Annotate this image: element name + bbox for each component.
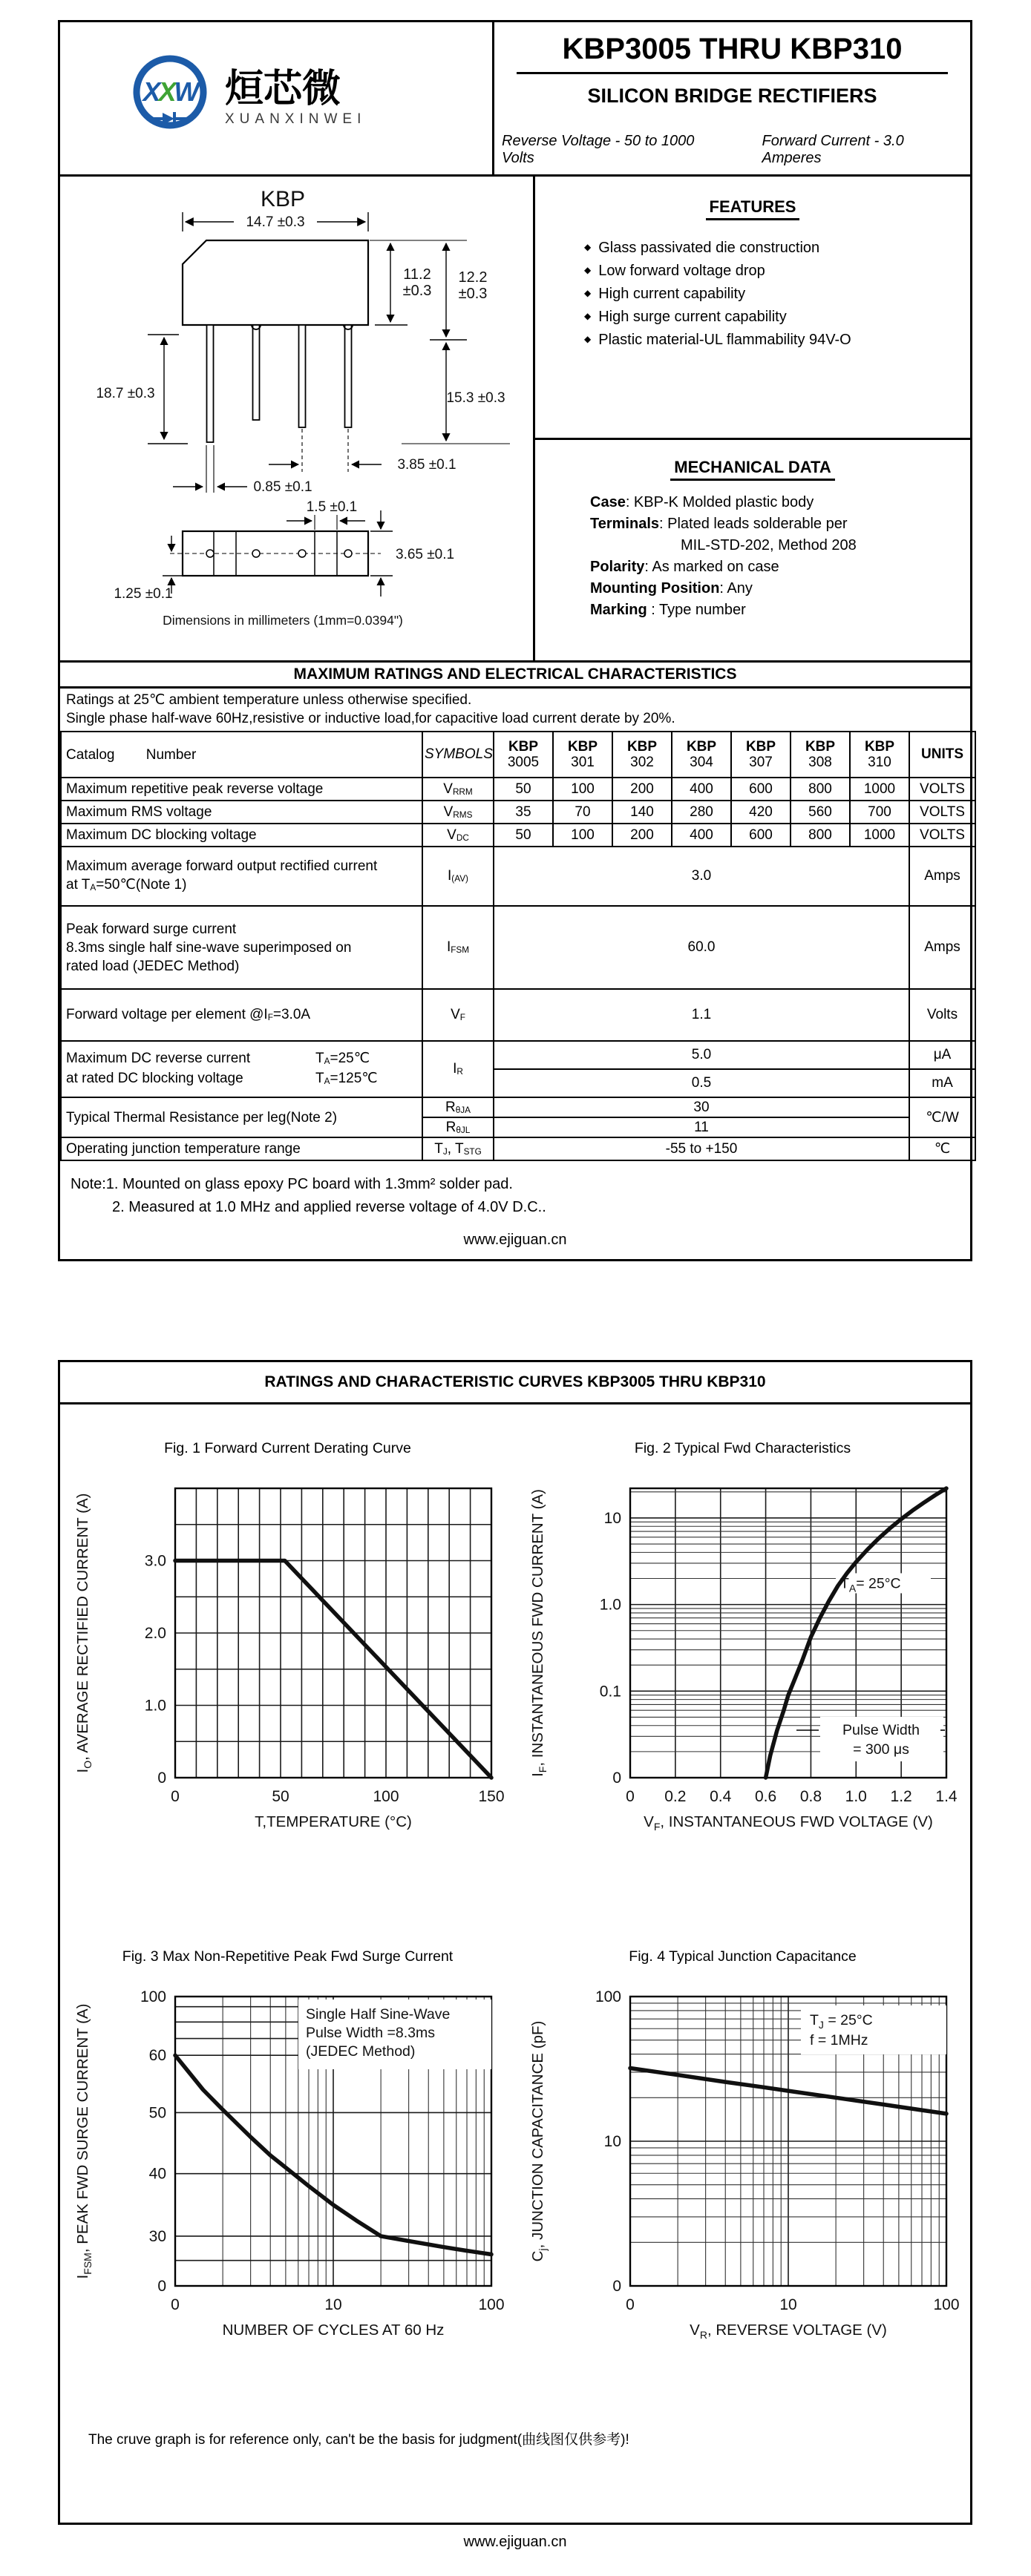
- model-prefix: KBP: [864, 739, 895, 755]
- model-header: [612, 732, 672, 778]
- parameter-label: [61, 906, 422, 989]
- value-cell: 11: [494, 1117, 909, 1137]
- fig2-temperature-annotation: TA= 25°C: [839, 1575, 901, 1594]
- dim-body-height-tol: ±0.3: [402, 283, 432, 299]
- model-prefix: KBP: [805, 739, 836, 755]
- parameter-condition: TA=125℃: [315, 1071, 378, 1087]
- units-cell: VOLTS: [909, 801, 975, 824]
- svg-text:0: 0: [157, 1770, 166, 1787]
- dim-total-height-tol: ±0.3: [458, 286, 488, 302]
- fig1-chart: [62, 1460, 514, 1880]
- dim-top-width: 14.7 ±0.3: [246, 214, 305, 230]
- package-name-label: KBP: [260, 187, 306, 211]
- brand-logo-circle-icon: [125, 52, 215, 141]
- dim-slot-width: 1.5 ±0.1: [306, 499, 358, 515]
- symbol-cell: RθJA: [422, 1097, 494, 1117]
- condition-line-2: Single phase half-wave 60Hz,resistive or inductive load,for capacitive load current derate by 20%.: [66, 711, 675, 726]
- figure-row-2: [60, 1948, 970, 2388]
- symbols-header: SYMBOLS: [422, 732, 494, 778]
- figure-1-block: [60, 1440, 515, 1880]
- units-cell: VOLTS: [909, 778, 975, 801]
- figure-4-title: Fig. 4 Typical Junction Capacitance: [629, 1948, 857, 1965]
- units-header: UNITS: [909, 732, 975, 778]
- symbol-cell: VF: [422, 989, 494, 1041]
- ratings-header-row: [61, 732, 975, 778]
- mechanical-data-value: : Type number: [651, 602, 746, 618]
- feature-item: [584, 283, 970, 306]
- svg-text:XXW: XXW: [143, 76, 197, 107]
- curves-disclaimer: The cruve graph is for reference only, can't be the basis for judgment(曲线图仅供参考)!: [88, 2432, 629, 2448]
- brand-name-cn: 烜芯微: [225, 67, 341, 111]
- features-list: [535, 237, 970, 352]
- mechanical-data-label: Polarity: [590, 559, 645, 575]
- tagline-forward-current: Forward Current - 3.0 Amperes: [762, 133, 904, 166]
- mechanical-data-section: [535, 440, 970, 621]
- ratings-conditions: [60, 689, 970, 731]
- svg-text:100: 100: [595, 1988, 621, 2005]
- figure-3-title: Fig. 3 Max Non-Repetitive Peak Fwd Surge Current: [122, 1948, 454, 1965]
- model-number: 307: [749, 755, 773, 770]
- svg-text:1.0: 1.0: [845, 1788, 867, 1805]
- svg-text:100: 100: [372, 1788, 399, 1805]
- parameter-label-line: at TA=50℃(Note 1): [66, 877, 187, 893]
- figure-1-title: Fig. 1 Forward Current Derating Curve: [164, 1440, 411, 1456]
- value-cell: 140: [612, 801, 672, 824]
- fig4-test-condition-note: f = 1MHz: [809, 2032, 868, 2048]
- brand-names: [225, 69, 366, 128]
- value-cell: 100: [553, 824, 612, 847]
- feature-text: Low forward voltage drop: [598, 263, 765, 279]
- units-cell: Volts: [909, 989, 975, 1041]
- fig3-x-axis-title: NUMBER OF CYCLES AT 60 Hz: [222, 2322, 444, 2339]
- value-cell: 280: [672, 801, 731, 824]
- title-block: [492, 22, 970, 174]
- value-cell: 700: [850, 801, 909, 824]
- dim-lead-length-left: 18.7 ±0.3: [96, 386, 155, 401]
- page1-footer-url: www.ejiguan.cn: [463, 1232, 567, 1248]
- max-ratings-table: [60, 731, 976, 1161]
- feature-item: [584, 329, 970, 352]
- brand-block: [60, 22, 492, 174]
- svg-text:1.0: 1.0: [144, 1697, 166, 1715]
- parameter-label-line: Maximum average forward output rectified current: [66, 858, 378, 874]
- svg-text:40: 40: [148, 2165, 166, 2183]
- mechanical-data-label: Marking: [590, 602, 652, 618]
- value-cell: 1000: [850, 778, 909, 801]
- value-cell: 35: [494, 801, 553, 824]
- model-prefix: KBP: [567, 739, 598, 755]
- svg-text:50: 50: [271, 1788, 289, 1805]
- feature-item: [584, 237, 970, 260]
- value-cell: 800: [791, 824, 850, 847]
- fig4-y-axis-title: Cj, JUNCTION CAPACITANCE (pF): [528, 2020, 549, 2262]
- feature-bullet-icon: ◆: [584, 311, 592, 321]
- parameter-label: [61, 847, 422, 906]
- fig1-tick-labels: [144, 1553, 504, 1806]
- svg-text:30: 30: [148, 2227, 166, 2245]
- ratings-row: [61, 1097, 975, 1117]
- figure-2-title: Fig. 2 Typical Fwd Characteristics: [634, 1440, 851, 1456]
- tagline-reverse-voltage: Reverse Voltage - 50 to 1000 Volts: [502, 133, 695, 166]
- ratings-row: [61, 989, 975, 1041]
- figure-2-chart-area: [517, 1460, 969, 1880]
- fig2-pulse-width-note: Pulse Width: [842, 1722, 920, 1738]
- dimensions-caption: Dimensions in millimeters (1mm=0.0394"): [163, 613, 403, 628]
- package-outline-drawing: [60, 177, 533, 660]
- svg-text:60: 60: [148, 2047, 166, 2065]
- mechanical-data-label: Case: [590, 494, 626, 510]
- model-header: [850, 732, 909, 778]
- svg-text:10: 10: [603, 2133, 621, 2150]
- svg-text:100: 100: [477, 2296, 505, 2313]
- feature-bullet-icon: ◆: [584, 242, 592, 252]
- svg-text:0: 0: [170, 2296, 180, 2313]
- parameter-label: [61, 989, 422, 1041]
- model-number: 308: [808, 755, 832, 770]
- svg-text:1.2: 1.2: [890, 1788, 912, 1805]
- parameter-label: [61, 1137, 422, 1160]
- symbol-cell: VRMS: [422, 801, 494, 824]
- dim-lead-width: 0.85 ±0.1: [253, 479, 312, 495]
- catalog-number-header: Catalog Number: [61, 732, 422, 778]
- parameter-label-line: rated load (JEDEC Method): [66, 958, 240, 974]
- svg-text:100: 100: [140, 1988, 166, 2005]
- value-cell: 200: [612, 778, 672, 801]
- symbol-cell: TJ, TSTG: [422, 1137, 494, 1160]
- value-cell: 1000: [850, 824, 909, 847]
- value-cell: 600: [731, 778, 791, 801]
- ratings-row: [61, 1041, 975, 1069]
- feature-item: [584, 306, 970, 329]
- parameter-label: [61, 801, 422, 824]
- mechanical-data-row: [590, 492, 970, 513]
- ratings-row: [61, 847, 975, 906]
- svg-text:50: 50: [148, 2104, 166, 2122]
- value-cell: 800: [791, 778, 850, 801]
- fig1-grid: [175, 1488, 491, 1778]
- units-cell: VOLTS: [909, 824, 975, 847]
- svg-text:0.4: 0.4: [709, 1788, 731, 1805]
- ratings-section-heading: MAXIMUM RATINGS AND ELECTRICAL CHARACTERISTICS: [60, 660, 970, 689]
- model-header: [553, 732, 612, 778]
- dim-body-height: 11.2: [403, 266, 431, 283]
- footnote-line: 2. Measured at 1.0 MHz and applied reverse voltage of 4.0V D.C..: [112, 1199, 546, 1215]
- mechanical-data-row: [590, 556, 970, 578]
- mechanical-data-value: MIL-STD-202, Method 208: [681, 537, 857, 553]
- feature-text: High current capability: [598, 286, 746, 302]
- mechanical-data-row: [590, 578, 970, 599]
- parameter-label-line: Forward voltage per element @IF=3.0A: [66, 1006, 311, 1022]
- svg-text:100: 100: [932, 2296, 960, 2313]
- symbol-cell: IFSM: [422, 906, 494, 989]
- fig3-test-condition-note: (JEDEC Method): [305, 2043, 415, 2060]
- kbp-package-drawing: [60, 183, 528, 654]
- svg-text:0: 0: [625, 1788, 635, 1805]
- mechanical-data-row: [590, 599, 970, 621]
- svg-text:2.0: 2.0: [144, 1625, 166, 1642]
- mechanical-data-list: [535, 492, 970, 621]
- parameter-label-text: at rated DC blocking voltage: [66, 1071, 243, 1086]
- ratings-row: [61, 1137, 975, 1160]
- mechanical-data-value: : Any: [719, 580, 753, 597]
- model-header: [731, 732, 791, 778]
- model-prefix: KBP: [626, 739, 658, 755]
- svg-text:1.4: 1.4: [935, 1788, 958, 1805]
- model-number: 302: [630, 755, 654, 770]
- units-cell: ℃/W: [909, 1097, 975, 1137]
- value-cell: 100: [553, 778, 612, 801]
- parameter-label: [61, 1041, 422, 1097]
- figure-2-block: [515, 1440, 970, 1880]
- value-cell: 560: [791, 801, 850, 824]
- feature-text: Glass passivated die construction: [598, 240, 820, 256]
- units-cell: ℃: [909, 1137, 975, 1160]
- svg-text:0: 0: [612, 1770, 621, 1787]
- figure-1-chart-area: [62, 1460, 514, 1880]
- parameter-label: [61, 1097, 422, 1137]
- value-cell: 0.5: [494, 1069, 909, 1097]
- condition-line-1: Ratings at 25℃ ambient temperature unless otherwise specified.: [66, 692, 472, 708]
- mechanical-data-row: [590, 513, 970, 535]
- parameter-label-line: 8.3ms single half sine-wave superimposed on: [66, 939, 352, 956]
- model-number: 304: [690, 755, 713, 770]
- figure-3-chart-area: [62, 1968, 514, 2388]
- model-header: [791, 732, 850, 778]
- model-prefix: KBP: [508, 739, 539, 755]
- units-cell: mA: [909, 1069, 975, 1097]
- parameter-label: [61, 824, 422, 847]
- features-mechanical-column: [533, 177, 970, 660]
- brand-name-en: XUANXINWEI: [225, 111, 367, 128]
- value-cell: 70: [553, 801, 612, 824]
- svg-text:1.0: 1.0: [599, 1596, 621, 1614]
- model-prefix: KBP: [745, 739, 776, 755]
- fig3-test-condition-note: Pulse Width =8.3ms: [305, 2025, 435, 2041]
- curves-banner-heading: RATINGS AND CHARACTERISTIC CURVES KBP3005 THRU KBP310: [60, 1362, 970, 1404]
- ratings-row: [61, 824, 975, 847]
- svg-text:0: 0: [170, 1788, 180, 1805]
- features-section: [535, 177, 970, 440]
- figure-3-block: [60, 1948, 515, 2388]
- mechanical-data-row: [590, 535, 970, 556]
- footnotes: [60, 1161, 970, 1219]
- fig4-x-axis-title: VR, REVERSE VOLTAGE (V): [689, 2322, 887, 2341]
- svg-text:150: 150: [477, 1788, 505, 1805]
- fig2-x-axis-title: VF, INSTANTANEOUS FWD VOLTAGE (V): [643, 1813, 933, 1833]
- model-number: 310: [868, 755, 891, 770]
- symbol-cell: RθJL: [422, 1117, 494, 1137]
- value-cell: 600: [731, 824, 791, 847]
- svg-text:0.6: 0.6: [754, 1788, 776, 1805]
- mechanical-data-value: : Plated leads solderable per: [659, 516, 848, 532]
- features-heading: FEATURES: [535, 197, 970, 217]
- value-cell: -55 to +150: [494, 1137, 909, 1160]
- parameter-label-line: Typical Thermal Resistance per leg(Note 2): [66, 1109, 338, 1126]
- model-header: [494, 732, 553, 778]
- value-cell: 400: [672, 824, 731, 847]
- ratings-row: [61, 906, 975, 989]
- model-number: 3005: [507, 755, 540, 770]
- ratings-tagline: [502, 133, 963, 170]
- value-cell: 400: [672, 778, 731, 801]
- fig2-chart: [517, 1460, 969, 1880]
- fig1-x-axis-title: T,TEMPERATURE (°C): [254, 1813, 412, 1830]
- figure-4-block: [515, 1948, 970, 2388]
- fig2-pulse-width-note: = 300 μs: [852, 1741, 909, 1758]
- datasheet-page-1: [58, 20, 972, 1261]
- fig3-y-axis-title: IFSM, PEAK FWD SURGE CURRENT (A): [73, 2003, 94, 2279]
- parameter-label-line: Peak forward surge current: [66, 921, 237, 937]
- figure-row-1: [60, 1440, 970, 1880]
- dim-thickness: 3.65 ±0.1: [396, 547, 455, 562]
- svg-text:0.2: 0.2: [664, 1788, 686, 1805]
- mechanical-data-label: Mounting Position: [590, 580, 720, 597]
- header: [60, 22, 970, 177]
- feature-item: [584, 260, 970, 283]
- parameter-label-line: Operating junction temperature range: [66, 1141, 301, 1157]
- parameter-label-line: Maximum DC blocking voltage: [66, 827, 257, 843]
- svg-text:0: 0: [625, 2296, 635, 2313]
- fig3-chart: [62, 1968, 514, 2388]
- dim-lead-length-right: 15.3 ±0.3: [446, 390, 505, 406]
- value-cell: 420: [731, 801, 791, 824]
- parameter-label-line: Maximum RMS voltage: [66, 804, 212, 820]
- mechanical-data-heading: MECHANICAL DATA: [535, 458, 970, 477]
- parameter-label-line: Maximum repetitive peak reverse voltage: [66, 781, 324, 797]
- fig2-y-axis-title: IF, INSTANTANEOUS FWD CURRENT (A): [528, 1489, 549, 1777]
- svg-text:3.0: 3.0: [144, 1552, 166, 1570]
- symbol-cell: I(AV): [422, 847, 494, 906]
- page2-footer-url: www.ejiguan.cn: [463, 2534, 567, 2550]
- svg-text:10: 10: [603, 1509, 621, 1527]
- datasheet-page-2: [58, 1360, 972, 2525]
- value-cell: 1.1: [494, 989, 909, 1041]
- fig3-test-condition-note: Single Half Sine-Wave: [305, 2006, 450, 2023]
- feature-bullet-icon: ◆: [584, 334, 592, 344]
- svg-text:0.1: 0.1: [599, 1683, 621, 1701]
- mechanical-data-value: : As marked on case: [644, 559, 779, 575]
- ratings-row: [61, 778, 975, 801]
- value-cell: 60.0: [494, 906, 909, 989]
- value-cell: 50: [494, 778, 553, 801]
- dim-total-height: 12.2: [458, 269, 488, 286]
- parameter-label-line: [66, 1049, 419, 1069]
- fig4-test-condition-note: TJ = 25°C: [809, 2012, 873, 2031]
- value-cell: 30: [494, 1097, 909, 1117]
- svg-text:0: 0: [157, 2278, 166, 2295]
- device-type-subtitle: SILICON BRIDGE RECTIFIERS: [587, 85, 877, 107]
- feature-bullet-icon: ◆: [584, 265, 592, 275]
- units-cell: Amps: [909, 847, 975, 906]
- value-cell: 200: [612, 824, 672, 847]
- svg-text:0: 0: [612, 2278, 621, 2295]
- parameter-label: [61, 778, 422, 801]
- symbol-cell: VRRM: [422, 778, 494, 801]
- value-cell: 50: [494, 824, 553, 847]
- feature-text: Plastic material-UL flammability 94V-O: [598, 332, 851, 348]
- ratings-row: [61, 801, 975, 824]
- symbol-cell: VDC: [422, 824, 494, 847]
- parameter-label-text: Maximum DC reverse current: [66, 1051, 251, 1066]
- svg-text:10: 10: [779, 2296, 797, 2313]
- figure-4-chart-area: [517, 1968, 969, 2388]
- brand-logo-icon: [125, 52, 215, 145]
- package-and-features: [60, 177, 970, 660]
- feature-bullet-icon: ◆: [584, 288, 592, 298]
- parameter-condition: TA=25℃: [315, 1051, 370, 1067]
- footnote-line: Note:1. Mounted on glass epoxy PC board with 1.3mm² solder pad.: [71, 1176, 513, 1192]
- feature-text: High surge current capability: [598, 309, 787, 325]
- units-cell: μA: [909, 1041, 975, 1069]
- svg-text:10: 10: [324, 2296, 342, 2313]
- units-cell: Amps: [909, 906, 975, 989]
- title-divider: [517, 72, 948, 74]
- dim-lead-pitch: 3.85 ±0.1: [397, 457, 456, 473]
- model-number: 301: [571, 755, 595, 770]
- value-cell: 3.0: [494, 847, 909, 906]
- svg-text:0.8: 0.8: [799, 1788, 822, 1805]
- parameter-label-line: [66, 1069, 419, 1089]
- symbol-cell: IR: [422, 1041, 494, 1097]
- model-prefix: KBP: [686, 739, 717, 755]
- part-number-title: KBP3005 THRU KBP310: [562, 33, 903, 65]
- model-header: [672, 732, 731, 778]
- dim-hole-offset: 1.25 ±0.1: [114, 586, 173, 602]
- fig1-y-axis-title: IO, AVERAGE RECTIFIED CURRENT (A): [73, 1493, 94, 1773]
- value-cell: 5.0: [494, 1041, 909, 1069]
- fig4-chart: [517, 1968, 969, 2388]
- mechanical-data-label: Terminals: [590, 516, 659, 532]
- mechanical-data-value: : KBP-K Molded plastic body: [625, 494, 814, 510]
